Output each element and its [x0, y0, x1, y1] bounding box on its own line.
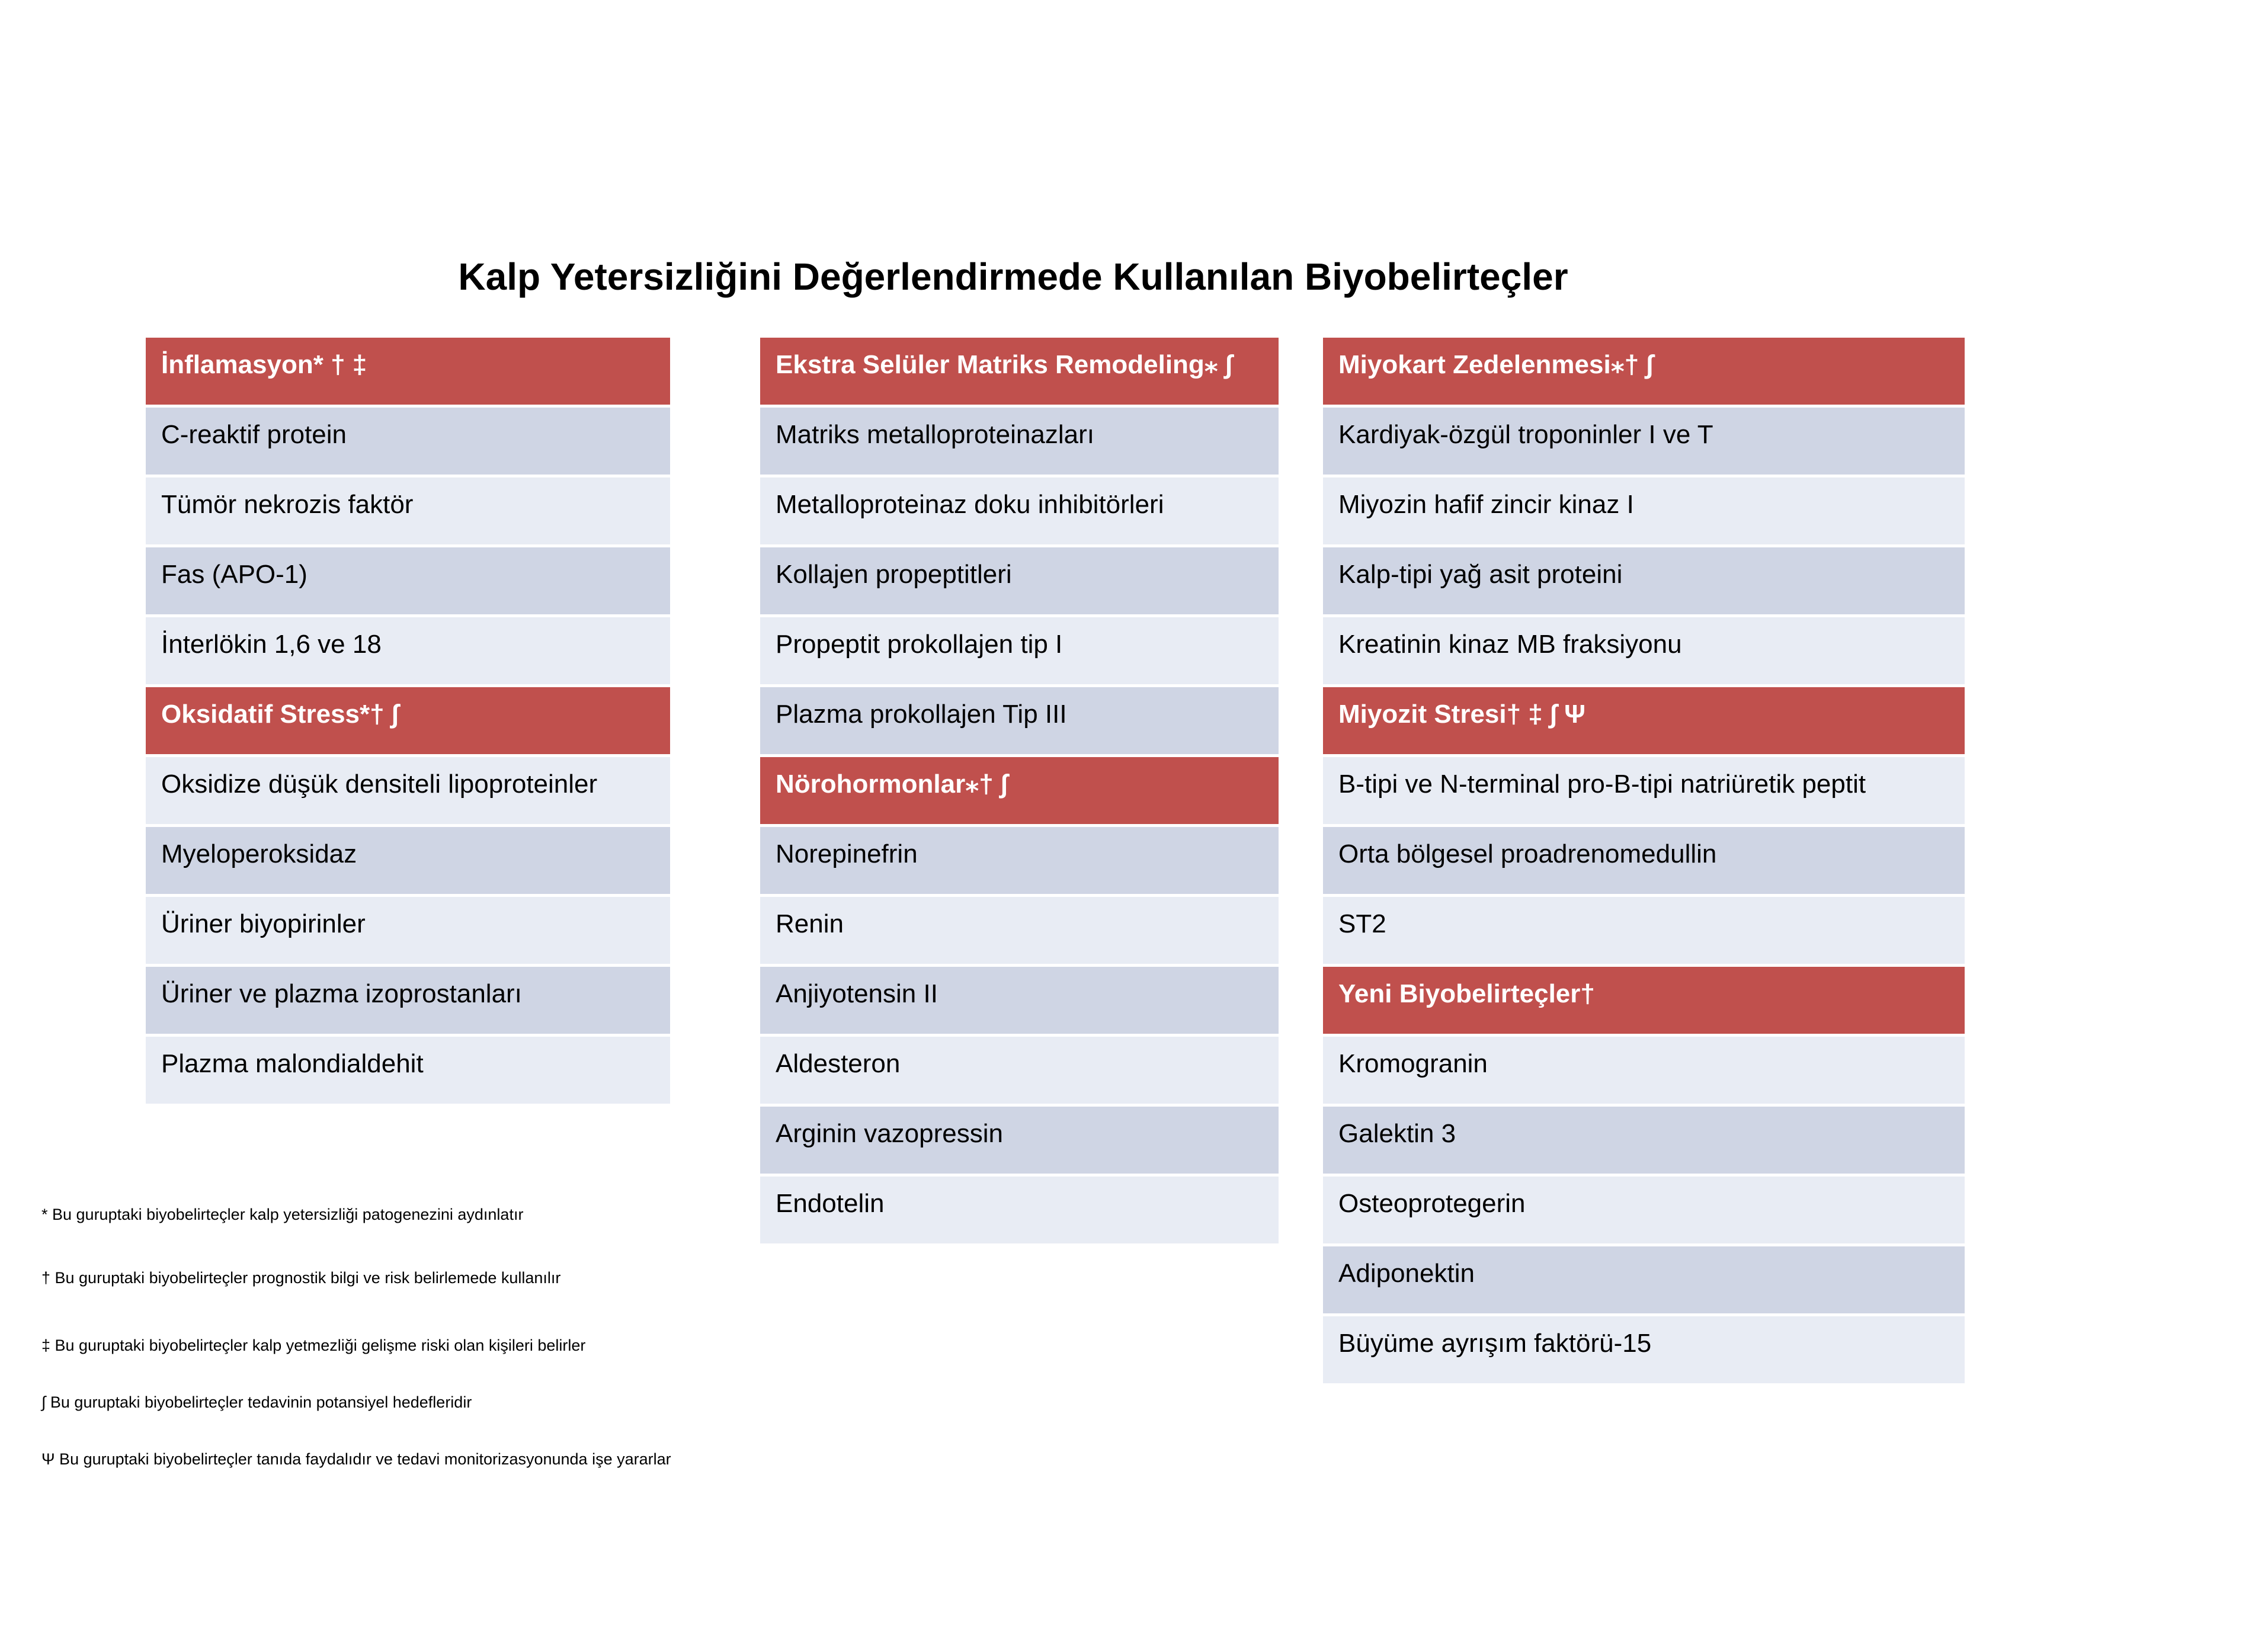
footnote-double-dagger: ‡ Bu guruptaki biyobelirteçler kalp yetmezliği gelişme riski olan kişileri belirler: [41, 1336, 586, 1354]
biomarker-item: Anjiyotensin II: [760, 967, 1279, 1034]
biomarker-item: Metalloproteinaz doku inhibitörleri: [760, 477, 1279, 544]
biomarker-item: Miyozin hafif zincir kinaz I: [1323, 477, 1965, 544]
category-header: Yeni Biyobelirteçler†: [1323, 967, 1965, 1034]
biomarker-item: Renin: [760, 897, 1279, 964]
biomarker-item: Matriks metalloproteinazları: [760, 408, 1279, 475]
biomarker-item: Üriner ve plazma izoprostanları: [146, 967, 670, 1034]
biomarker-column-3: [1323, 338, 1965, 1386]
biomarker-item: Endotelin: [760, 1177, 1279, 1243]
category-header: İnflamasyon* † ‡: [146, 338, 670, 405]
biomarker-item: Kalp-tipi yağ asit proteini: [1323, 547, 1965, 614]
biomarker-item: Kromogranin: [1323, 1037, 1965, 1104]
biomarker-item: B-tipi ve N-terminal pro-B-tipi natriüretik peptit: [1323, 757, 1965, 824]
biomarker-item: Propeptit prokollajen tip I: [760, 617, 1279, 684]
footnote-asterisk: * Bu guruptaki biyobelirteçler kalp yetersizliği patogenezini aydınlatır: [41, 1206, 524, 1223]
biomarker-item: Norepinefrin: [760, 827, 1279, 894]
biomarker-item: Adiponektin: [1323, 1246, 1965, 1313]
biomarker-item: ST2: [1323, 897, 1965, 964]
footnote-psi: Ψ Bu guruptaki biyobelirteçler tanıda faydalıdır ve tedavi monitorizasyonunda işe yararlar: [41, 1450, 671, 1468]
biomarker-item: Plazma prokollajen Tip III: [760, 687, 1279, 754]
biomarker-column-1: [146, 338, 670, 1107]
footnote-integral: ∫ Bu guruptaki biyobelirteçler tedavinin potansiyel hedefleridir: [41, 1393, 472, 1411]
biomarker-item: Plazma malondialdehit: [146, 1037, 670, 1104]
category-header: Ekstra Selüler Matriks Remodeling⁎ ∫: [760, 338, 1279, 405]
biomarker-item: Orta bölgesel proadrenomedullin: [1323, 827, 1965, 894]
category-header: Nörohormonlar⁎† ∫: [760, 757, 1279, 824]
biomarker-item: Fas (APO-1): [146, 547, 670, 614]
biomarker-item: Kreatinin kinaz MB fraksiyonu: [1323, 617, 1965, 684]
category-header: Miyokart Zedelenmesi⁎† ∫: [1323, 338, 1965, 405]
biomarker-column-2: [760, 338, 1279, 1246]
category-header: Oksidatif Stress*† ∫: [146, 687, 670, 754]
biomarker-item: C-reaktif protein: [146, 408, 670, 475]
biomarker-item: Galektin 3: [1323, 1107, 1965, 1174]
biomarker-item: Aldesteron: [760, 1037, 1279, 1104]
biomarker-item: Myeloperoksidaz: [146, 827, 670, 894]
footnote-dagger: † Bu guruptaki biyobelirteçler prognostik bilgi ve risk belirlemede kullanılır: [41, 1269, 561, 1287]
biomarker-item: Tümör nekrozis faktör: [146, 477, 670, 544]
biomarker-item: Kardiyak-özgül troponinler I ve T: [1323, 408, 1965, 475]
biomarker-item: Osteoprotegerin: [1323, 1177, 1965, 1243]
biomarker-item: Üriner biyopirinler: [146, 897, 670, 964]
category-header: Miyozit Stresi† ‡ ∫ Ψ: [1323, 687, 1965, 754]
biomarker-item: İnterlökin 1,6 ve 18: [146, 617, 670, 684]
biomarker-item: Oksidize düşük densiteli lipoproteinler: [146, 757, 670, 824]
biomarker-item: Büyüme ayrışım faktörü-15: [1323, 1316, 1965, 1383]
page-title: Kalp Yetersizliğini Değerlendirmede Kullanılan Biyobelirteçler: [458, 255, 1568, 298]
biomarker-item: Arginin vazopressin: [760, 1107, 1279, 1174]
biomarker-item: Kollajen propeptitleri: [760, 547, 1279, 614]
